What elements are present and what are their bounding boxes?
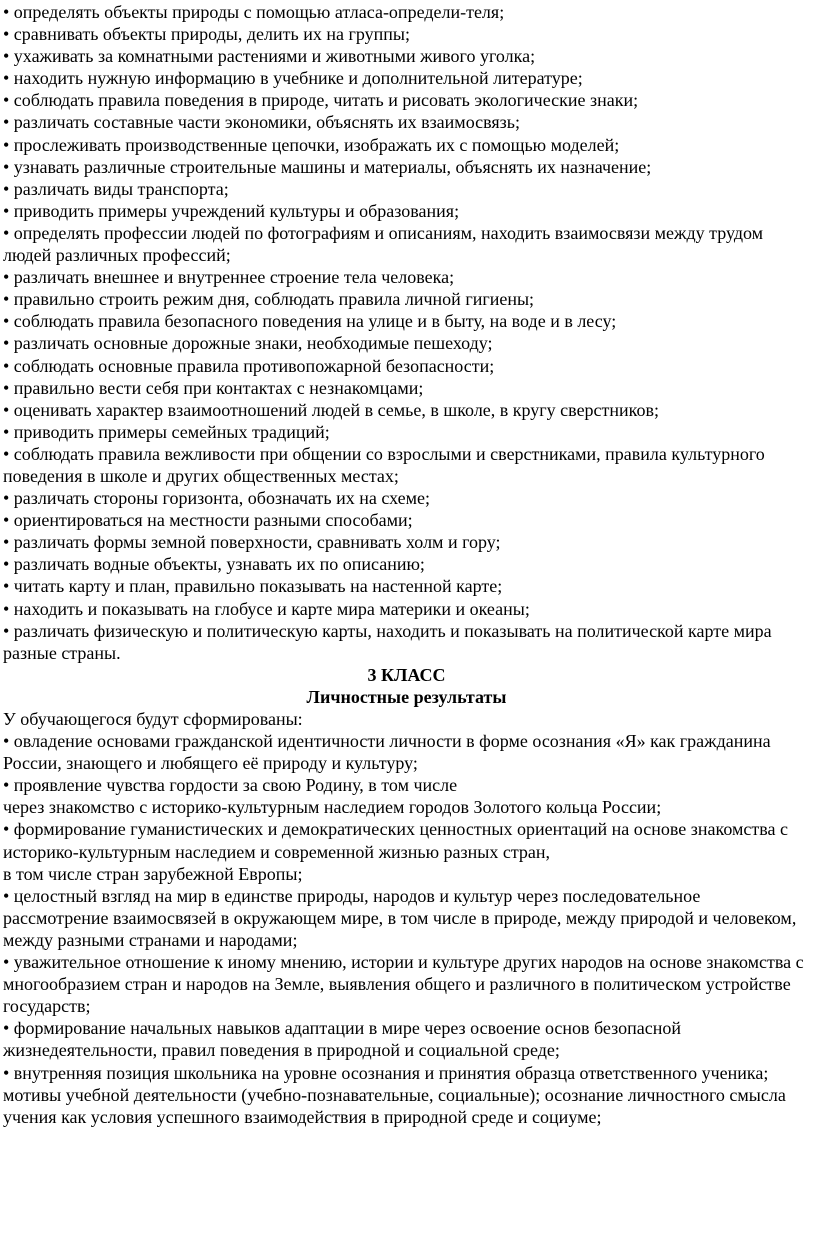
list-item: • различать водные объекты, узнавать их по описанию; <box>3 554 425 575</box>
list-item: • сравнивать объекты природы, делить их на группы; <box>3 24 410 45</box>
list-item: • формирование гуманистических и демократических ценностных ориентаций на основе знакомства с историко-культурным наследием и современной жизнью разных стран, <box>3 819 788 862</box>
list-item: • определять объекты природы с помощью атласа-определи-теля; <box>3 2 505 22</box>
list-item: • находить нужную информацию в учебнике и дополнительной литературе; <box>3 68 583 89</box>
list-item: • различать составные части экономики, объяснять их взаимосвязь; <box>3 112 520 133</box>
intro-text: У обучающегося будут сформированы: <box>3 709 303 729</box>
list-item: • соблюдать правила вежливости при общении со взрослыми и сверстниками, правила культурного поведения в школе и других общественных местах; <box>3 443 765 486</box>
list-item: • соблюдать правила поведения в природе, читать и рисовать экологические знаки; <box>3 90 639 111</box>
list-item: • различать стороны горизонта, обозначать их на схеме; <box>3 488 431 509</box>
class-heading: 3 КЛАСС <box>367 664 446 685</box>
list-item: • приводить примеры учреждений культуры и образования; <box>3 200 460 221</box>
list-item: • соблюдать основные правила противопожарной безопасности; <box>3 355 495 376</box>
list-item: • определять профессии людей по фотографиям и описаниям, находить взаимосвязи между трудом людей различных профессий; <box>3 222 764 266</box>
list-item: • прослеживать производственные цепочки, изображать их с помощью моделей; <box>3 134 620 155</box>
list-item: • ухаживать за комнатными растениями и животными живого уголка; <box>3 46 536 67</box>
list-item: • находить и показывать на глобусе и карте мира материки и океаны; <box>3 598 530 619</box>
section-heading: Личностные результаты <box>306 686 507 707</box>
list-item: • читать карту и план, правильно показывать на настенной карте; <box>3 576 503 597</box>
list-item: • правильно строить режим дня, соблюдать правила личной гигиены; <box>3 289 535 310</box>
list-item: • соблюдать правила безопасного поведения на улице и в быту, на воде и в лесу; <box>3 311 617 332</box>
list-item: • различать внешнее и внутреннее строение тела человека; <box>3 267 455 288</box>
list-item: • проявление чувства гордости за свою Родину, в том числе <box>3 775 458 796</box>
list-item: • различать виды транспорта; <box>3 178 229 199</box>
list-item: • внутренняя позиция школьника на уровне осознания и принятия образца ответственного ученика; мотивы учебной деятельности (учебно-познавательные, социальные); осознание личностного смысла учения как условия успешного взаимодействия в природной среде и социуме; <box>3 1062 786 1127</box>
list-item: • ориентироваться на местности разными способами; <box>3 510 413 531</box>
list-item: • различать основные дорожные знаки, необходимые пешеходу; <box>3 333 493 354</box>
list-item: • формирование начальных навыков адаптации в мире через освоение основ безопасной жизнедеятельности, правил поведения в природной и социальной среде; <box>3 1018 682 1061</box>
list-item: • узнавать различные строительные машины и материалы, объяснять их назначение; <box>3 156 652 177</box>
list-item-continuation: в том числе стран зарубежной Европы; <box>3 863 303 884</box>
list-item: • различать физическую и политическую карты, находить и показывать на политической карте мира разные страны. <box>3 620 772 663</box>
list-item: • приводить примеры семейных традиций; <box>3 421 330 442</box>
list-item-continuation: через знакомство с историко-культурным наследием городов Золотого кольца России; <box>3 797 662 818</box>
list-item: • овладение основами гражданской идентичности личности в форме осознания «Я» как гражданина России, знающего и любящего её природу и культуру; <box>3 731 771 774</box>
list-item: • правильно вести себя при контактах с незнакомцами; <box>3 377 424 398</box>
list-item: • целостный взгляд на мир в единстве природы, народов и культур через последовательное рассмотрение взаимосвязей в окружающем мире, в том числе в природе, между природой и человеком, между разными странами и народами; <box>3 885 797 950</box>
list-item: • оценивать характер взаимоотношений людей в семье, в школе, в кругу сверстников; <box>3 399 660 420</box>
list-item: • различать формы земной поверхности, сравнивать холм и гору; <box>3 532 501 553</box>
list-item: • уважительное отношение к иному мнению, истории и культуре других народов на основе знакомства с многообразием стран и народов на Земле, выявления общего и различного в политическом устройстве государств; <box>3 952 804 1017</box>
